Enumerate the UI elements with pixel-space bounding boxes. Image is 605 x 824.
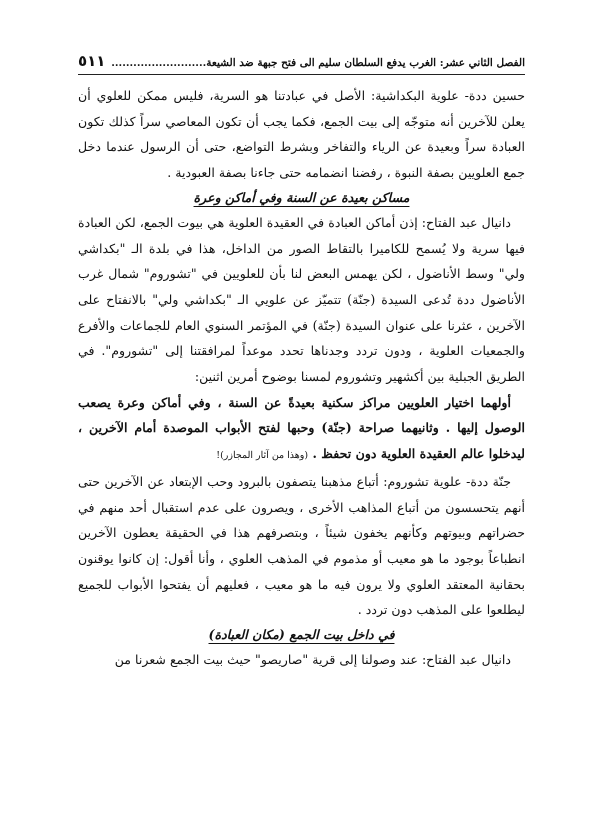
section-heading-text: مساكن بعيدة عن السنة وفي أماكن وعرة	[193, 189, 410, 205]
page-number: ٥١١	[78, 52, 106, 70]
paragraph-daniel-2: دانيال عبد الفتاح: عند وصولنا إلى قرية "صاريصو" حيث بيت الجمع شعرنا من	[114, 652, 511, 668]
chapter-title: الفصل الثاني عشر: الغرب يدفع السلطان سليم الى فتح جبهة ضد الشيعة..........................	[111, 57, 525, 69]
paragraph-hussein: حسين ددة- علوية البكداشية: الأصل في عبادتنا هو السرية، فليس ممكن للعلوي أن يعلن للآخرين أنه متوجّه إلى بيت الجمع، فكما يجب أن تكون المعاصي سراً كذلك تكون العبادة سراً وبعيدة عن الرياء والتفاخر وبشرط التواضع، حتى أن الرسول عندما دخل جمع العلويين بصفة النبوة ، رفضنا انضمامه حتى جاءنا بصفة العبودية .	[78, 88, 525, 181]
paragraph-two-observations	[78, 390, 525, 469]
paragraph-jannat: جنّة ددة- علوية تشوروم: أتباع مذهبنا يتصفون بالبرود وحب الإبتعاد عن الآخرين حتى أنهم يتحسسون من أتباع المذاهب الأخرى ، ويصرون على عدم استقبال أحد منهم في حضراتهم وبيوتهم وكأنهم يخفون شيئاً ، وبتصرفهم هذا في الحقيقة يعطون الآخرين انطباعاً بوجود ما هو معيب أو مذموم في المذهب العلوي ، وأنا أقول: إن كانوا يوقنون بحقانية المعتقد العلوي ولا يرون فيه ما هو معيب ، فعليهم أن يفتحوا الأبواب للجميع ليطلعوا على المذهب دون تردد .	[78, 473, 525, 618]
document-page	[78, 52, 525, 673]
margin-note: (وهذا من آثار المجازر)!	[216, 450, 309, 462]
section-heading-text: في داخل بيت الجمع (مكان العبادة)	[208, 627, 395, 643]
section-heading-inside-house	[78, 623, 525, 647]
running-header	[78, 52, 525, 75]
paragraph-daniel-1: دانيال عبد الفتاح: إذن أماكن العبادة في العقيدة العلوية هي بيوت الجمع، لكن العبادة فيها سرية ولا يُسمح للكاميرا بالتقاط الصور من الداخل، هذا في بلدة الـ "بكداشي ولي" وسط الأناضول ، لكن يهمس البعض لنا بأن للعلويين في "تشوروم" شمال غرب الأناضول ددة تُدعى السيدة (جنّة) تتميّز عن علويي الـ "بكداشي ولي" بالانفتاح على الآخرين ، عثرنا على عنوان السيدة (جنّة) في المؤتمر السنوي العام للجماعات والأفرع والجمعيات العلوية ، ودون تردد وجدناها تحدد موعداً لمرافقتنا إلى "تشوروم". في الطريق الجبلية بين أكشهير وتشوروم لمسنا بوضوح أمرين اثنين:	[78, 214, 525, 385]
section-heading-remote-dwellings	[78, 186, 525, 210]
observations-text: أولهما اختيار العلويين مراكز سكنية بعيدةً عن السنة ، وفي أماكن وعرة يصعب الوصول إليها . وثانيهما صراحة (جنّة) وحبها لفتح الأبواب الموصدة أمام الآخرين ، ليدخلوا عالم العقيدة العلوية دون تحفظ .	[78, 394, 525, 462]
